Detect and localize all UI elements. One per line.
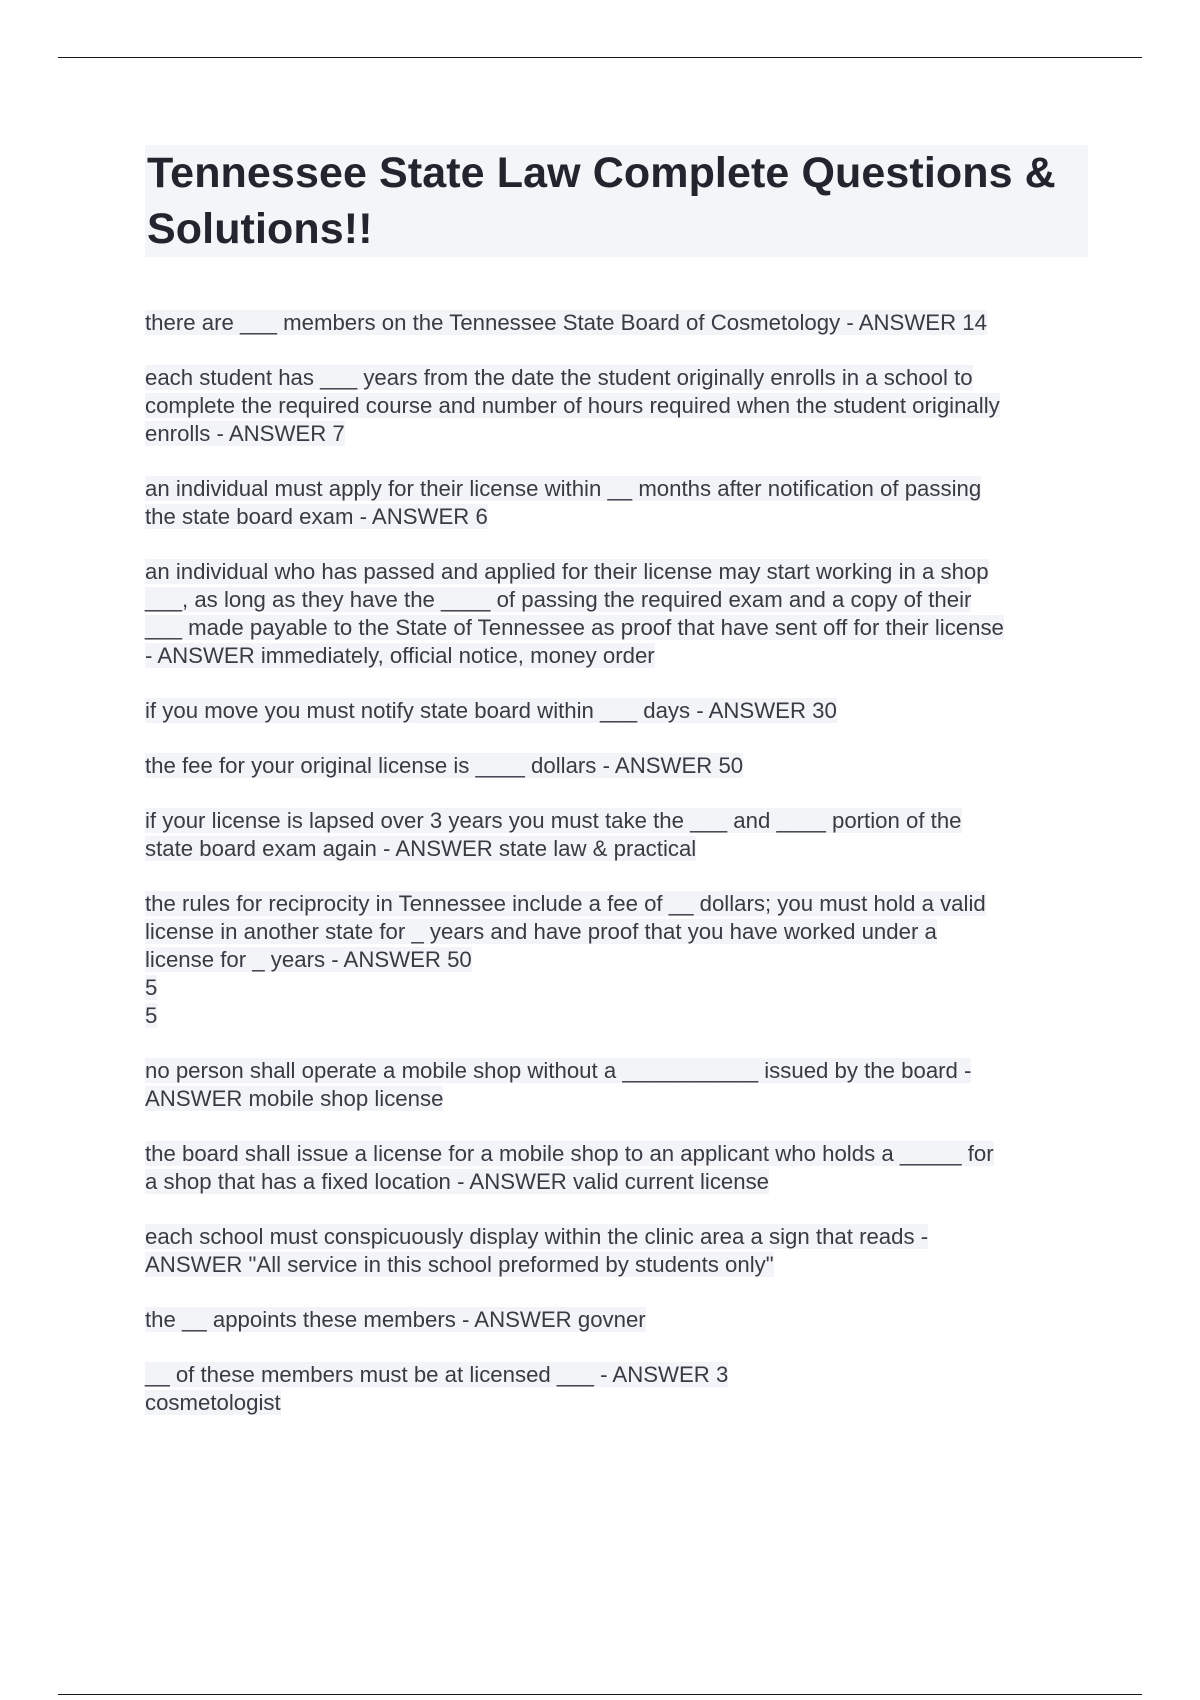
qa-text: each student has ___ years from the date the student originally enrolls in a school to complete the required course and number of hours required when the student originally enrolls - ANSWER 7 (145, 365, 1000, 446)
qa-item (145, 1057, 1090, 1113)
qa-text: the rules for reciprocity in Tennessee include a fee of __ dollars; you must hold a valid license in another state for _ years and have proof that you have worked under a license for _ years - ANSWER 50 5 5 (145, 891, 986, 1028)
qa-item (145, 1306, 1090, 1334)
qa-item (145, 558, 1090, 670)
qa-item (145, 364, 1090, 448)
qa-item (145, 309, 1090, 337)
qa-item (145, 1361, 1090, 1417)
page-title: Tennessee State Law Complete Questions & Solutions!! (147, 149, 1056, 253)
qa-text: an individual who has passed and applied for their license may start working in a shop ___, as long as they have the ____ of passing the required exam and a copy of their ___ made payable to the State of Tennessee as proof that have sent off for their license - ANSWER immediately, official notice, money order (145, 559, 1004, 668)
qa-text: __ of these members must be at licensed ___ - ANSWER 3 cosmetologist (145, 1362, 729, 1415)
bottom-divider (58, 1694, 1142, 1695)
qa-text: an individual must apply for their license within __ months after notification of passing the state board exam - ANSWER 6 (145, 476, 982, 529)
qa-text: the fee for your original license is ____ dollars - ANSWER 50 (145, 753, 744, 778)
qa-list (145, 309, 1090, 1444)
title-block (145, 145, 1088, 257)
qa-text: the __ appoints these members - ANSWER govner (145, 1307, 646, 1332)
qa-item (145, 697, 1090, 725)
qa-text: no person shall operate a mobile shop without a ___________ issued by the board - ANSWER mobile shop license (145, 1058, 972, 1111)
qa-text: there are ___ members on the Tennessee State Board of Cosmetology - ANSWER 14 (145, 310, 987, 335)
qa-text: the board shall issue a license for a mobile shop to an applicant who holds a _____ for a shop that has a fixed location - ANSWER valid current license (145, 1141, 994, 1194)
qa-item (145, 890, 1090, 1030)
top-divider (58, 57, 1142, 58)
qa-text: if you move you must notify state board within ___ days - ANSWER 30 (145, 698, 837, 723)
qa-item (145, 1223, 1090, 1279)
qa-item (145, 752, 1090, 780)
qa-text: if your license is lapsed over 3 years you must take the ___ and ____ portion of the state board exam again - ANSWER state law & practical (145, 808, 962, 861)
qa-item (145, 475, 1090, 531)
qa-item (145, 807, 1090, 863)
qa-text: each school must conspicuously display within the clinic area a sign that reads - ANSWER "All service in this school preformed by students only" (145, 1224, 929, 1277)
qa-item (145, 1140, 1090, 1196)
